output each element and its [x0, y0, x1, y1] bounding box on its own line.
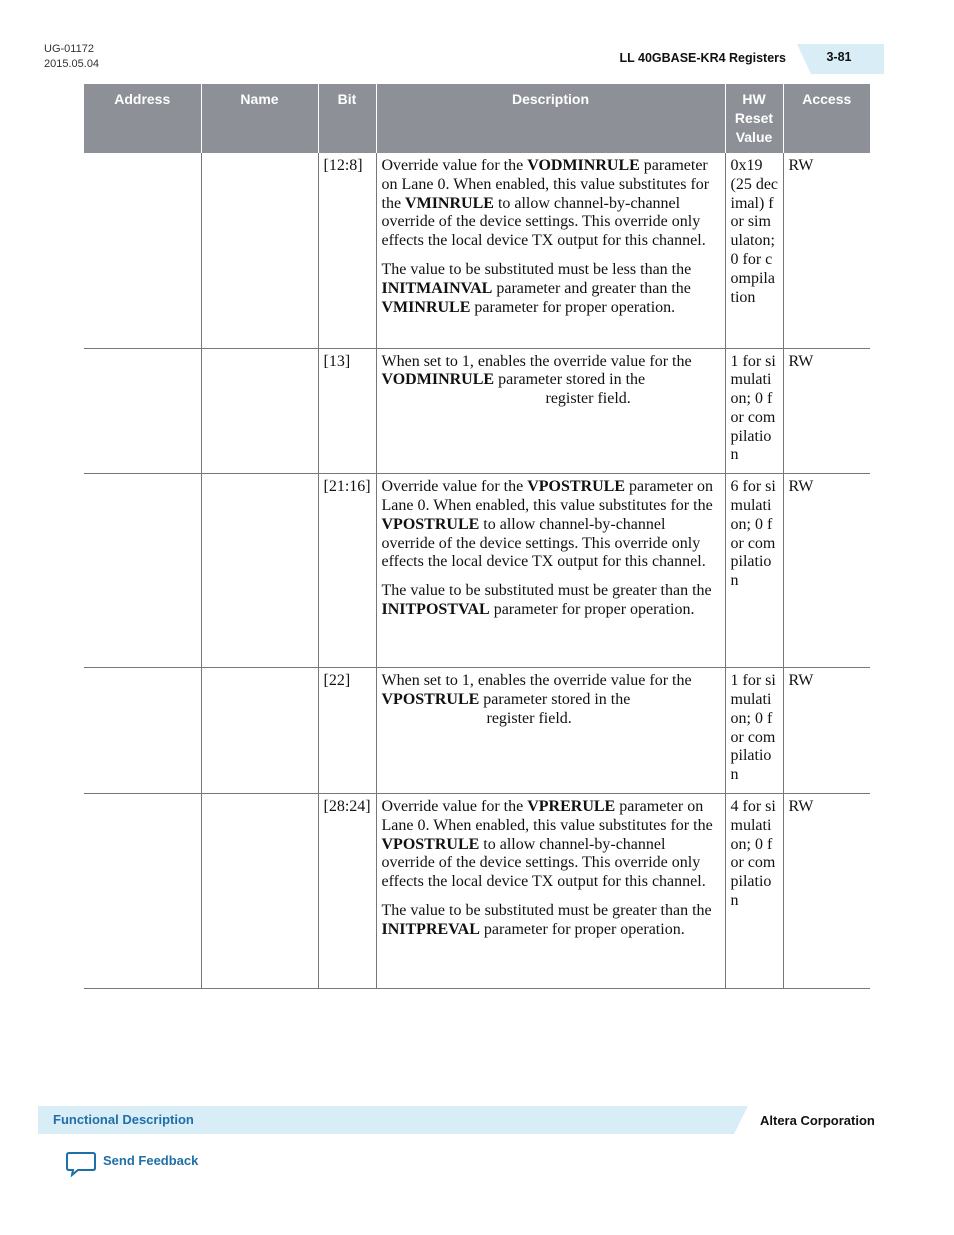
description-text: parameter for proper operation. [479, 920, 685, 938]
description-cell [376, 474, 725, 668]
description-text: parameter on Lane 0. When enabled, this value substitutes for the [381, 478, 713, 515]
parameter-name: VPRERULE [527, 798, 616, 816]
description-paragraph [382, 582, 721, 620]
description-text: to allow channel-by-channel override of the device settings. This override only effects the local device TX output for this channel. [381, 194, 706, 250]
hw-reset-value-cell: 0x19 (25 decimal) for simulaton; 0 for compilation [725, 153, 783, 348]
parameter-name: VPOSTRULE [381, 691, 480, 709]
document-id: UG-01172 [44, 43, 94, 55]
table-row [84, 794, 870, 989]
access-cell: RW [783, 348, 870, 474]
parameter-name: VPOSTRULE [527, 478, 626, 496]
hw-reset-value-cell: 4 for simulation; 0 for compilation [725, 794, 783, 989]
description-text: register field. [545, 390, 631, 408]
speech-bubble-icon[interactable] [66, 1151, 96, 1177]
bit-cell: [12:8] [318, 153, 376, 348]
description-text: Override value for the [381, 478, 528, 496]
table-row [84, 153, 870, 348]
table-row [84, 348, 870, 474]
column-header-name: Name [201, 84, 318, 153]
description-text: The value to be substituted must be less than the [381, 260, 692, 278]
column-header-bit: Bit [318, 84, 376, 153]
access-cell: RW [783, 668, 870, 794]
bit-cell: [28:24] [318, 794, 376, 989]
parameter-name: INITPREVAL [381, 920, 480, 938]
description-text: When set to 1, enables the override value for the [381, 352, 692, 370]
description-text: parameter and greater than the [492, 279, 691, 297]
table-row [84, 668, 870, 794]
description-text: Override value for the [381, 798, 528, 816]
description-text: parameter on Lane 0. When enabled, this value substitutes for the [381, 798, 713, 834]
name-cell [201, 348, 318, 474]
table-header-row [84, 84, 870, 153]
hw-reset-value-cell: 1 for simulation; 0 for compilation [725, 668, 783, 794]
description-cell [376, 153, 725, 348]
bit-cell: [22] [318, 668, 376, 794]
document-date: 2015.05.04 [44, 58, 100, 70]
column-header-address: Address [84, 84, 201, 153]
description-text: When set to 1, enables the override value for the [381, 672, 692, 690]
column-header-access: Access [783, 84, 870, 153]
description-paragraph [382, 261, 721, 317]
description-text: The value to be substituted must be greater than the [381, 902, 712, 920]
bit-cell: [13] [318, 348, 376, 474]
description-paragraph [382, 798, 721, 892]
description-cell [376, 794, 725, 989]
parameter-name: INITPOSTVAL [381, 601, 490, 619]
document-id-block [44, 42, 99, 72]
description-paragraph [382, 353, 721, 409]
column-header-description: Description [376, 84, 725, 153]
bit-cell: [21:16] [318, 474, 376, 668]
description-paragraph [382, 157, 721, 251]
register-table [84, 84, 870, 989]
send-feedback-link[interactable]: Send Feedback [103, 1153, 199, 1168]
name-cell [201, 794, 318, 989]
hw-reset-value-cell: 6 for simulation; 0 for compilation [725, 474, 783, 668]
register-table-body [84, 153, 870, 989]
column-header-hw-reset-value: HW Reset Value [725, 84, 783, 153]
address-cell [84, 474, 201, 668]
description-paragraph [382, 478, 721, 572]
parameter-name: VMINRULE [381, 298, 471, 316]
parameter-name: VODMINRULE [527, 157, 640, 174]
description-text: The value to be substituted must be greater than the [381, 582, 712, 600]
table-row [84, 474, 870, 668]
name-cell [201, 153, 318, 348]
address-cell [84, 668, 201, 794]
functional-description-link[interactable]: Functional Description [53, 1112, 194, 1127]
description-text: parameter for proper operation. [470, 298, 676, 316]
description-paragraph [382, 902, 721, 940]
parameter-name: VPOSTRULE [381, 835, 480, 853]
company-name: Altera Corporation [760, 1113, 875, 1128]
hw-reset-value-cell: 1 for simulation; 0 for compilation [725, 348, 783, 474]
parameter-name: VODMINRULE [381, 371, 495, 389]
description-cell [376, 668, 725, 794]
description-text: parameter on Lane 0. When enabled, this value substitutes for the [381, 157, 710, 212]
page-number: 3-81 [826, 50, 852, 64]
parameter-name: INITMAINVAL [381, 279, 493, 297]
name-cell [201, 474, 318, 668]
address-cell [84, 794, 201, 989]
address-cell [84, 348, 201, 474]
description-cell [376, 348, 725, 474]
name-cell [201, 668, 318, 794]
access-cell: RW [783, 794, 870, 989]
description-paragraph [382, 672, 721, 728]
description-text: to allow channel-by-channel override of the device settings. This override only effects the local device TX output for this channel. [381, 515, 706, 571]
section-title: LL 40GBASE-KR4 Registers [619, 51, 786, 65]
description-text: register field. [486, 709, 572, 727]
access-cell: RW [783, 153, 870, 348]
description-text: Override value for the [381, 157, 528, 174]
parameter-name: VMINRULE [405, 194, 494, 212]
address-cell [84, 153, 201, 348]
access-cell: RW [783, 474, 870, 668]
description-text: to allow channel-by-channel override of the device settings. This override only effects the local device TX output for this channel. [381, 835, 706, 891]
description-text: parameter for proper operation. [489, 601, 695, 619]
parameter-name: VPOSTRULE [381, 515, 480, 533]
description-text: parameter stored in the [479, 691, 631, 709]
description-text: parameter stored in the [494, 371, 646, 389]
